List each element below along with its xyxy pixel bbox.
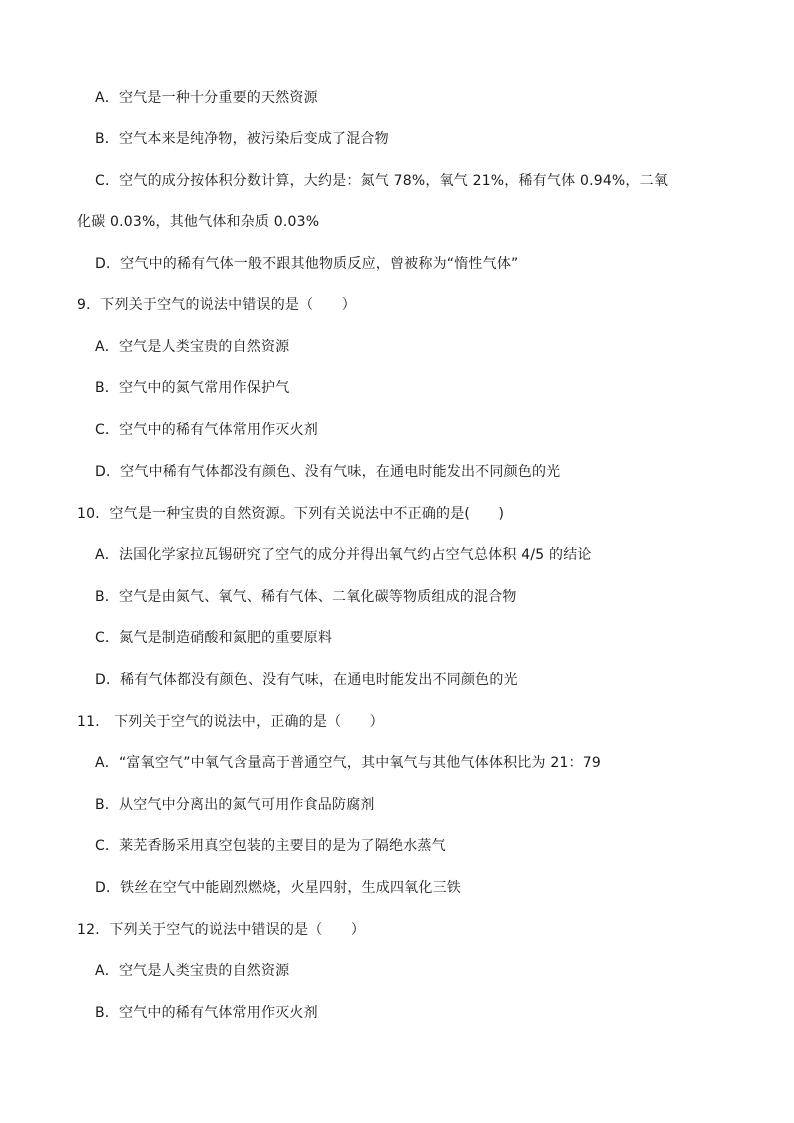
- q10-option-a: A．法国化学家拉瓦锡研究了空气的成分并得出氧气约占空气总体积 4/5 的结论: [95, 547, 592, 563]
- question-9: 9．下列关于空气的说法中错误的是（ ）: [77, 297, 356, 313]
- option-b: B．空气本来是纯净物，被污染后变成了混合物: [95, 131, 389, 147]
- q10-option-b: B．空气是由氮气、氧气、稀有气体、二氧化碳等物质组成的混合物: [95, 589, 517, 605]
- q10-option-d: D．稀有气体都没有颜色、没有气味，在通电时能发出不同颜色的光: [95, 672, 518, 688]
- q11-option-a: A．“富氧空气”中氧气含量高于普通空气，其中氧气与其他气体体积比为 21：79: [95, 755, 601, 771]
- option-c-continued: 化碳 0.03%，其他气体和杂质 0.03%: [77, 214, 320, 230]
- q12-option-b: B．空气中的稀有气体常用作灭火剂: [95, 1005, 318, 1021]
- q9-option-a: A．空气是人类宝贵的自然资源: [95, 339, 290, 355]
- q10-option-c: C．氮气是制造硝酸和氮肥的重要原料: [95, 630, 333, 646]
- q11-option-b: B．从空气中分离出的氮气可用作食品防腐剂: [95, 797, 375, 813]
- q9-option-d: D．空气中稀有气体都没有颜色、没有气味，在通电时能发出不同颜色的光: [95, 464, 561, 480]
- option-a: A．空气是一种十分重要的天然资源: [95, 90, 318, 106]
- option-c: C．空气的成分按体积分数计算，大约是：氮气 78%，氧气 21%，稀有气体 0.94%，二氧: [95, 173, 669, 189]
- question-11: 11． 下列关于空气的说法中，正确的是（ ）: [77, 714, 384, 730]
- question-10: 10．空气是一种宝贵的自然资源。下列有关说法中不正确的是( ): [77, 506, 505, 522]
- option-d: D．空气中的稀有气体一般不跟其他物质反应，曾被称为“惰性气体”: [95, 256, 519, 272]
- question-12: 12．下列关于空气的说法中错误的是（ ）: [77, 922, 366, 938]
- q12-option-a: A．空气是人类宝贵的自然资源: [95, 963, 290, 979]
- q9-option-b: B．空气中的氮气常用作保护气: [95, 380, 290, 396]
- q11-option-d: D．铁丝在空气中能剧烈燃烧，火星四射，生成四氧化三铁: [95, 880, 461, 896]
- q11-option-c: C．莱芜香肠采用真空包装的主要目的是为了隔绝水蒸气: [95, 838, 446, 854]
- q9-option-c: C．空气中的稀有气体常用作灭火剂: [95, 422, 318, 438]
